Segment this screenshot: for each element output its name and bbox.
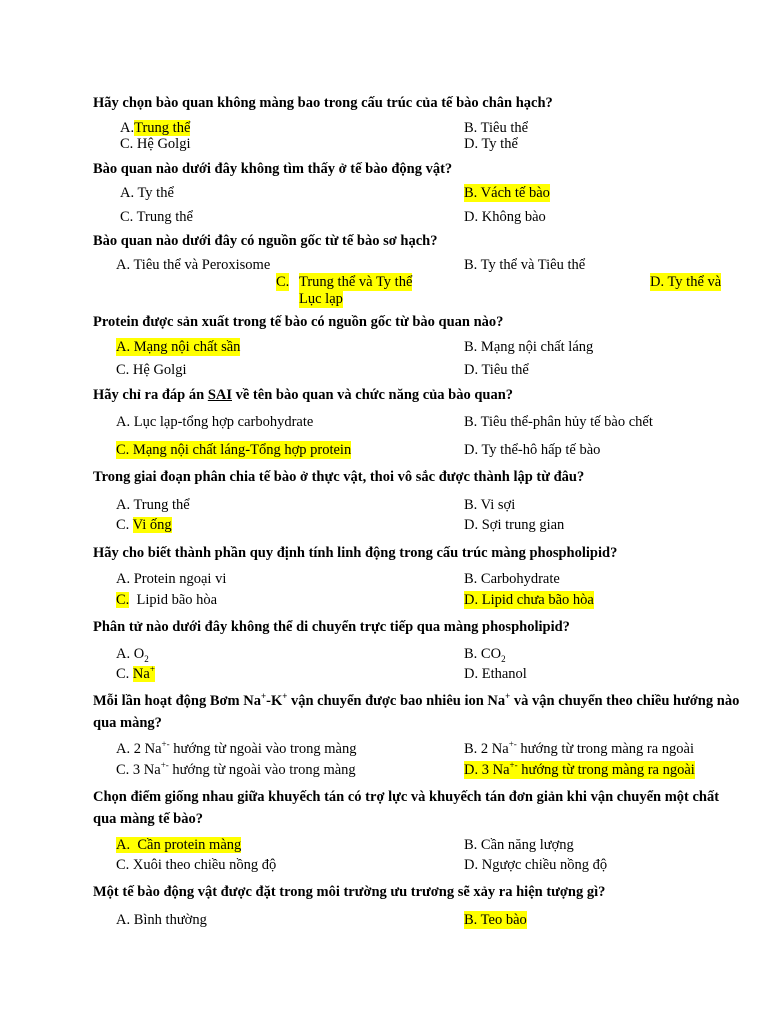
q3-option-c-text[interactable]: Trung thể và Ty thể [299,274,413,290]
q5-option-d[interactable]: D. Ty thể-hô hấp tế bào [464,442,601,458]
q3-option-c-text-continued[interactable]: Lục lạp [299,291,343,307]
question-11: Một tế bào động vật được đặt trong môi trường ưu trương sẽ xảy ra hiện tượng gì? [93,884,606,900]
option-text-highlighted [133,666,155,682]
q9-option-b[interactable] [464,740,694,758]
q3-option-b[interactable]: B. Ty thể và Tiêu thể [464,257,586,273]
q5-option-a[interactable]: A. Lục lạp-tổng hợp carbohydrate [116,414,314,430]
question-2: Bào quan nào dưới đây không tìm thấy ở tế bào động vật? [93,161,453,177]
q11-option-a[interactable]: A. Bình thường [116,912,207,928]
question-3: Bào quan nào dưới đây có nguồn gốc từ tế bào sơ hạch? [93,233,438,249]
q5-option-b[interactable]: B. Tiêu thể-phân hủy tế bào chết [464,414,653,430]
q3-option-a[interactable]: A. Tiêu thể và Peroxisome [116,257,271,273]
question-4: Protein được sản xuất trong tế bào có nguồn gốc từ bào quan nào? [93,314,504,330]
option-text-highlighted: Vi ống [132,517,172,533]
q4-option-d[interactable]: D. Tiêu thể [464,362,529,378]
option-text: Lipid bão hòa [136,592,218,608]
q8-option-b[interactable] [464,645,506,663]
q2-option-a[interactable]: A. Ty thể [120,185,174,201]
option-letter: C. [116,666,130,682]
superscript: +- [161,739,170,750]
question-10: Chọn điểm giống nhau giữa khuyếch tán có trợ lực và khuyếch tán đơn giản khi vận chuyển một chất qua màng tế bào? [93,789,720,827]
q9-option-a[interactable] [116,740,356,758]
option-text: A. 2 Na [116,741,162,757]
q8-option-d[interactable]: D. Ethanol [464,666,527,682]
option-text-highlighted: Cần protein màng [137,837,242,853]
q5-option-c[interactable]: C. Mạng nội chất láng-Tổng hợp protein [116,442,352,458]
ion-name: Na [132,666,150,682]
question-9-text: Mỗi lần hoạt động Bơm Na [93,693,261,709]
superscript: + [260,691,267,702]
q10-option-b[interactable]: B. Cần năng lượng [464,837,574,853]
option-text: D. 3 Na [464,762,510,778]
subscript: 2 [144,653,149,664]
question-9 [93,690,743,734]
option-text: hướng từ trong màng ra ngoài [516,741,695,757]
q4-option-b[interactable]: B. Mạng nội chất láng [464,339,594,355]
q7-option-b[interactable]: B. Carbohydrate [464,571,560,587]
q4-option-c[interactable]: C. Hệ Golgi [116,362,187,378]
q8-option-a[interactable] [116,645,149,663]
q2-option-d[interactable]: D. Không bào [464,209,546,225]
superscript: +- [509,760,518,771]
q3-option-d[interactable]: D. Ty thể và [650,274,722,290]
q2-option-b[interactable]: B. Vách tế bào [464,185,550,201]
q11-option-b[interactable]: B. Teo bào [464,912,527,928]
option-text: B. CO [464,646,502,662]
q6-option-b[interactable]: B. Vi sợi [464,497,516,513]
q9-option-d[interactable] [464,761,695,779]
question-8: Phân tử nào dưới đây không thể di chuyển trực tiếp qua màng phospholipid? [93,619,570,635]
question-9-text: và vận chuyển theo chiều hướng nào qua màng? [93,693,740,731]
option-letter-highlighted: C. [116,592,130,608]
subscript: 2 [501,653,506,664]
q6-option-d[interactable]: D. Sợi trung gian [464,517,565,533]
q10-option-d[interactable]: D. Ngược chiều nồng độ [464,857,608,873]
question-1: Hãy chọn bào quan không màng bao trong cấu trúc của tế bào chân hạch? [93,95,553,111]
superscript: + [282,691,288,702]
option-text: hướng từ ngoài vào trong màng [168,762,356,778]
q1-option-d[interactable]: D. Ty thể [464,136,518,152]
question-9-text: -K [266,693,283,709]
superscript: +- [508,739,517,750]
question-5-text-end: về tên bào quan và chức năng của bào quan? [232,387,514,403]
q8-option-c[interactable] [116,665,155,683]
option-letter: C. [116,517,130,533]
q10-option-a[interactable] [116,836,241,854]
q1-option-b[interactable]: B. Tiêu thể [464,120,529,136]
q1-option-c[interactable]: C. Hệ Golgi [120,136,191,152]
option-letter-highlighted: A. [116,837,131,853]
q2-option-c[interactable]: C. Trung thể [120,209,193,225]
q7-option-a[interactable]: A. Protein ngoại vi [116,571,227,587]
option-text: B. 2 Na [464,741,509,757]
q3-option-c-letter[interactable]: C. [276,274,290,290]
question-5-text: Hãy chỉ ra đáp án [93,387,208,403]
question-7: Hãy cho biết thành phần quy định tính linh động trong cấu trúc màng phospholipid? [93,545,618,561]
option-letter: A. [120,120,135,136]
q6-option-c[interactable] [116,516,172,534]
question-5-emphasis: SAI [207,387,232,403]
option-text-highlighted: Trung thể [134,120,191,136]
question-5 [93,384,743,406]
option-text: hướng từ ngoài vào trong màng [169,741,357,757]
superscript: + [505,691,511,702]
question-6: Trong giai đoạn phân chia tế bào ở thực vật, thoi vô sắc được thành lập từ đâu? [93,469,585,485]
option-text: A. O [116,646,145,662]
superscript: +- [160,760,169,771]
q9-option-c[interactable] [116,761,356,779]
option-text: hướng từ trong màng ra ngoài [517,762,695,778]
q6-option-a[interactable]: A. Trung thể [116,497,190,513]
q10-option-c[interactable]: C. Xuôi theo chiều nồng độ [116,857,277,873]
question-9-text: vận chuyển được bao nhiêu ion Na [287,693,506,709]
q7-option-d[interactable]: D. Lipid chưa bão hòa [464,592,594,608]
superscript: + [149,664,155,675]
q7-option-c[interactable] [116,591,217,609]
option-text: C. 3 Na [116,762,161,778]
q4-option-a[interactable]: A. Mạng nội chất sần [116,339,241,355]
